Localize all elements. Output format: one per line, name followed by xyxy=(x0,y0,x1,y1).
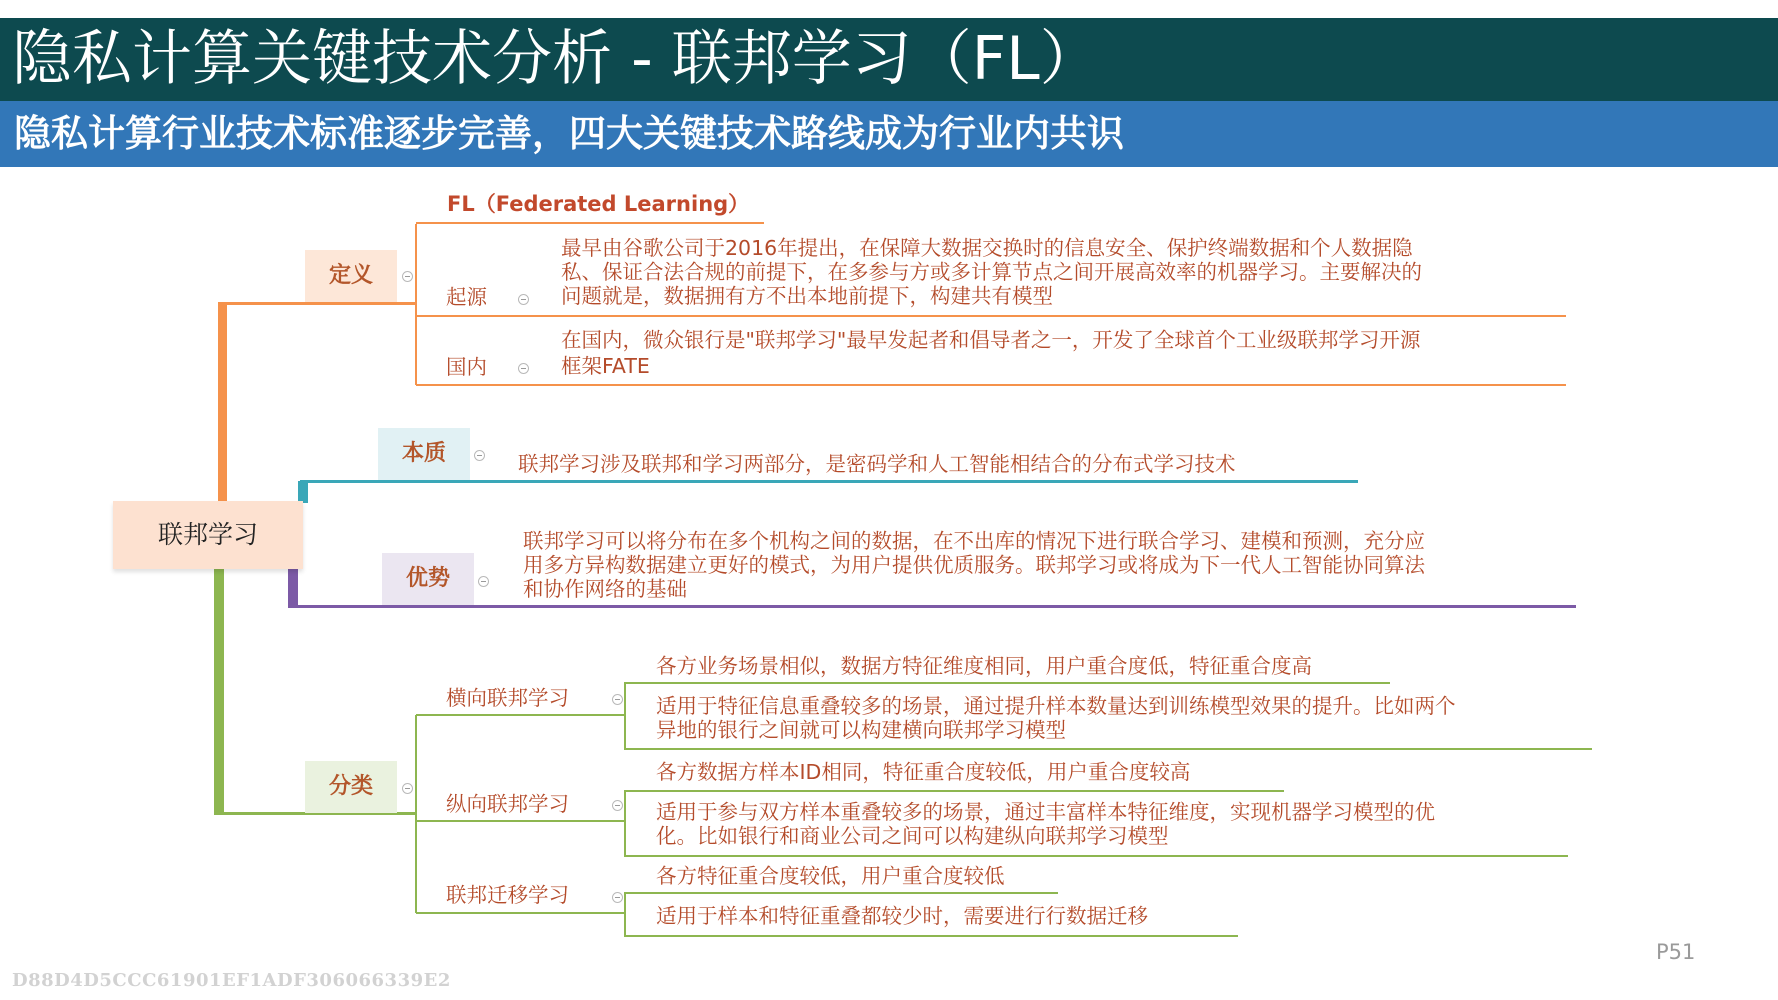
vertical-label: 纵向联邦学习 xyxy=(446,792,569,816)
advantage-line-1: 联邦学习可以将分布在多个机构之间的数据，在不出库的情况下进行联合学习、建模和预测，充分应 xyxy=(523,529,1425,553)
definition-trunk-vertical xyxy=(218,304,227,502)
transfer-item-2: 适用于样本和特征重叠都较少时，需要进行行数据迁移 xyxy=(656,904,1148,928)
watermark-text: D88D4D5CCC61901EF1ADF306066339E2 xyxy=(12,970,451,991)
domestic-collapse-icon[interactable] xyxy=(518,363,529,374)
vertical-item-2-line-1: 适用于参与双方样本重叠较多的场景，通过丰富样本特征维度，实现机器学习模型的优 xyxy=(656,800,1435,824)
origin-line-2: 私、保证合法合规的前提下，在多参与方或多计算节点之间开展高效率的机器学习。主要解决的 xyxy=(561,260,1422,284)
definition-trunk-horizontal xyxy=(218,302,416,305)
transfer-label: 联邦迁移学习 xyxy=(446,883,569,907)
horizontal-label: 横向联邦学习 xyxy=(446,686,569,710)
vertical-underline xyxy=(416,820,626,822)
page-title: 隐私计算关键技术分析 - 联邦学习（FL） xyxy=(12,24,1100,94)
classification-trunk-vertical xyxy=(214,569,224,815)
origin-collapse-icon[interactable] xyxy=(518,294,529,305)
essence-branch-line xyxy=(300,480,1358,483)
horizontal-children-vertical xyxy=(624,682,626,749)
vertical-item-2-line-2: 化。比如银行和商业公司之间可以构建纵向联邦学习模型 xyxy=(656,824,1169,848)
origin-label: 起源 xyxy=(446,285,487,309)
classification-collapse-icon[interactable] xyxy=(402,783,413,794)
domestic-label: 国内 xyxy=(446,355,487,379)
definition-heading-underline xyxy=(416,222,764,224)
page-subtitle: 隐私计算行业技术标准逐步完善，四大关键技术路线成为行业内共识 xyxy=(14,112,1124,155)
advantage-line-3: 和协作网络的基础 xyxy=(523,577,687,601)
horizontal-underline xyxy=(416,714,626,716)
essence-text: 联邦学习涉及联邦和学习两部分，是密码学和人工智能相结合的分布式学习技术 xyxy=(518,452,1236,476)
vertical-item-2-underline xyxy=(624,855,1568,857)
essence-tag: 本质 xyxy=(378,428,470,480)
essence-collapse-icon[interactable] xyxy=(474,450,485,461)
vertical-item-1: 各方数据方样本ID相同，特征重合度较低，用户重合度较高 xyxy=(656,760,1191,784)
horizontal-item-1: 各方业务场景相似，数据方特征维度相同，用户重合度低，特征重合度高 xyxy=(656,654,1312,678)
advantage-connector xyxy=(288,569,298,607)
vertical-item-1-underline xyxy=(624,790,1284,792)
horizontal-item-1-underline xyxy=(624,682,1390,684)
domestic-line-2: 框架FATE xyxy=(561,354,650,378)
origin-line-3: 问题就是，数据拥有方不出本地前提下，构建共有模型 xyxy=(561,284,1053,308)
advantage-tag: 优势 xyxy=(382,553,474,605)
transfer-collapse-icon[interactable] xyxy=(612,892,623,903)
vertical-collapse-icon[interactable] xyxy=(612,800,623,811)
domestic-line-1: 在国内，微众银行是"联邦学习"最早发起者和倡导者之一，开发了全球首个工业级联邦学习开源 xyxy=(561,328,1421,352)
essence-connector xyxy=(298,481,308,503)
advantage-branch-line xyxy=(288,605,1576,608)
origin-underline xyxy=(416,315,1566,317)
definition-heading: FL（Federated Learning） xyxy=(447,192,750,216)
origin-line-1: 最早由谷歌公司于2016年提出，在保障大数据交换时的信息安全、保护终端数据和个人数据隐 xyxy=(561,236,1413,260)
classification-tag: 分类 xyxy=(305,761,397,813)
horizontal-collapse-icon[interactable] xyxy=(612,694,623,705)
definition-tag: 定义 xyxy=(305,250,397,302)
transfer-item-1: 各方特征重合度较低，用户重合度较低 xyxy=(656,864,1005,888)
classification-children-vertical xyxy=(415,715,417,913)
horizontal-item-2-underline xyxy=(624,748,1592,750)
root-node: 联邦学习 xyxy=(113,501,303,569)
domestic-underline xyxy=(416,384,1566,386)
definition-collapse-icon[interactable] xyxy=(402,271,413,282)
horizontal-item-2-line-2: 异地的银行之间就可以构建横向联邦学习模型 xyxy=(656,718,1066,742)
vertical-children-vertical xyxy=(624,790,626,856)
transfer-item-1-underline xyxy=(624,892,1058,894)
page-number: P51 xyxy=(1656,940,1696,964)
transfer-underline xyxy=(416,912,626,914)
advantage-collapse-icon[interactable] xyxy=(478,576,489,587)
definition-children-vertical xyxy=(415,224,417,385)
transfer-children-vertical xyxy=(624,892,626,936)
horizontal-item-2-line-1: 适用于特征信息重叠较多的场景，通过提升样本数量达到训练模型效果的提升。比如两个 xyxy=(656,694,1456,718)
transfer-item-2-underline xyxy=(624,935,1238,937)
advantage-line-2: 用多方异构数据建立更好的模式，为用户提供优质服务。联邦学习或将成为下一代人工智能协同算法 xyxy=(523,553,1425,577)
